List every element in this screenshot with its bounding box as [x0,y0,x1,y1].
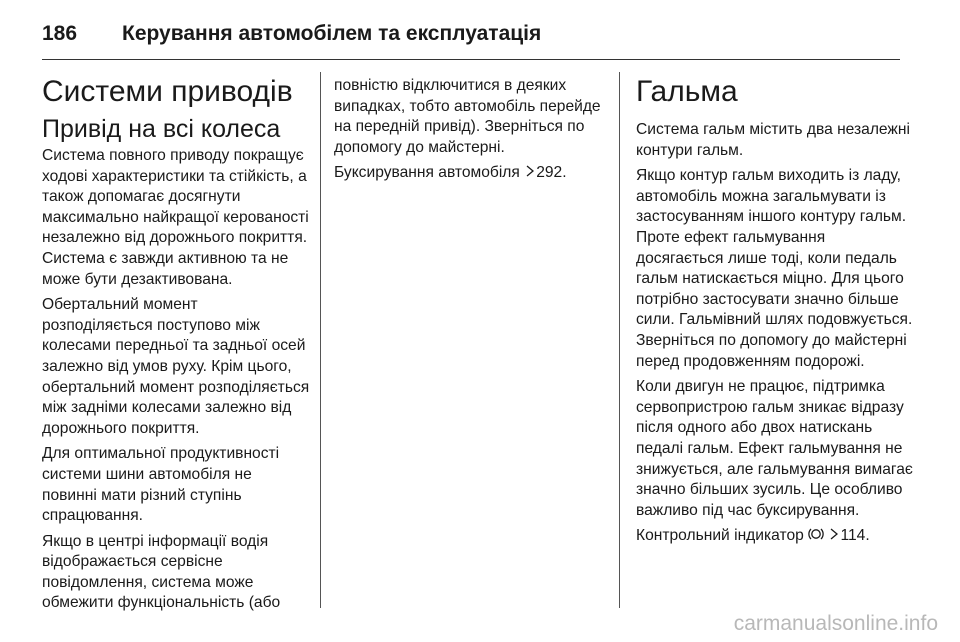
paragraph: Якщо контур гальм виходить із ладу, автомобіль можна загальмувати із застосуванням іншого контуру гальм. Проте ефект гальмування досягається лише тоді, коли педаль гальм натискається міцно. Для цього потрібно застосувати значно більше сили. Гальмівний шлях подовжується. Зверніться по допомогу до майстерні перед продовженням подорожі. [636,167,913,370]
subsection-title-awd: Привід на всі колеса [42,115,281,143]
section-title-drive-systems: Системи приводів [42,75,293,108]
paragraph: повністю відключитися в деяких випадках, тобто автомобіль перейде на передній привід). Зверніться по допомогу до майстерні. [334,77,601,156]
paragraph: Коли двигун не працює, підтримка сервопристрою гальм зникає відразу після одного або двох натискань педалі гальм. Ефект гальмування не знижується, але гальмування вимагає значно більших зусиль. Це особливо важливо під час буксирування. [636,378,913,519]
reference-text: Контрольний індикатор [636,527,804,545]
paragraph: Система гальм містить два незалежні контури гальм. [636,121,910,159]
paragraph: Обертальний момент розподіляється поступово між колесами передньої та задньої осей залежно від умов руху. Крім цього, обертальний момент розподіляється між задніми колесами залежно від дорожнього покриття. [42,296,310,437]
section-title-brakes: Гальма [636,75,738,108]
reference-arrow-icon [830,526,838,547]
paragraph-reference [334,163,604,184]
column-divider [320,72,321,608]
watermark: carmanualsonline.info [733,612,938,635]
reference-text: Буксирування автомобіля [334,164,520,182]
page-header [42,14,900,54]
header-rule [42,59,900,60]
column-divider [619,72,620,608]
column-1 [42,68,310,619]
reference-page[interactable]: 292. [536,164,567,182]
column-2 [334,76,604,189]
reference-page[interactable]: 114. [840,527,870,545]
paragraph: Якщо в центрі інформації водія відображається сервісне повідомлення, система може обмежити функціональність (або [42,532,281,612]
page-number: 186 [42,22,78,45]
paragraph: Для оптимальної продуктивності системи шини автомобіля не повинні мати різний ступінь спрацювання. [42,445,280,525]
paragraph: Система повного приводу покращує ходові характеристики та стійкість, а також допомагає досягнути максимально найкращої керованості незалежно від дорожнього покриття. Система є завжди активною та не може бути дезактивована. [42,147,309,288]
running-title: Керування автомобілем та експлуатація [122,22,542,45]
reference-arrow-icon [526,163,534,184]
paragraph-reference [636,526,916,547]
column-3 [636,68,916,552]
brake-warning-icon [808,526,824,542]
